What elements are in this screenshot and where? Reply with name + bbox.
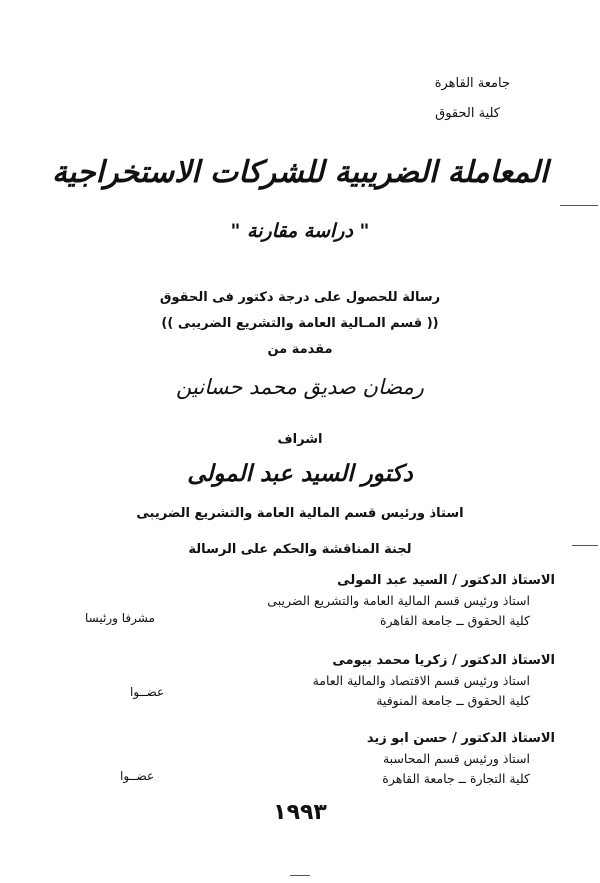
committee-member-position: استاذ ورئيس قسم المالية العامة والتشريع الضريبى (267, 593, 530, 608)
committee-member-position: استاذ ورئيس قسم الاقتصاد والمالية العامة (312, 673, 530, 688)
committee-member-affiliation: كلية التجارة ــ جامعة القاهرة (382, 771, 530, 786)
bottom-scan-mark (290, 875, 310, 876)
thesis-title: المعاملة الضريبية للشركات الاستخراجية (51, 155, 549, 190)
committee-member-affiliation: كلية الحقوق ــ جامعة المنوفية (376, 693, 530, 708)
supervision-label: اشراف (277, 432, 323, 447)
thesis-subtitle: " دراسة مقارنة " (230, 220, 370, 242)
author-name: رمضان صديق محمد حسانين (176, 375, 424, 399)
committee-member-role: مشرفا ورئيسا (85, 611, 155, 625)
committee-member-role: عضــوا (120, 769, 155, 783)
committee-member-name: الاستاذ الدكتور / حسن ابو زيد (366, 731, 555, 746)
supervisor-title: استاذ ورئيس قسم المالية العامة والتشريع الضريبى (136, 506, 464, 521)
department-name: (( قسم المـالية العامة والتشريع الضريبى )) (161, 316, 439, 331)
degree-purpose: رسالة للحصول على درجة دكتور فى الحقوق (159, 290, 441, 305)
faculty-name: كلية الحقوق (435, 106, 500, 121)
committee-member-name: الاستاذ الدكتور / السيد عبد المولى (337, 573, 555, 588)
publication-year: ١٩٩٣ (273, 800, 327, 825)
committee-member-role: عضــوا (130, 685, 165, 699)
margin-scan-mark (560, 205, 598, 206)
supervisor-name: دكتور السيد عبد المولى (187, 460, 413, 487)
committee-heading: لجنة المناقشة والحكم على الرسالة (188, 542, 412, 557)
committee-member-affiliation: كلية الحقوق ــ جامعة القاهرة (379, 613, 530, 628)
submitted-by-label: مقدمة من (267, 342, 333, 357)
university-name: جامعة القاهرة (434, 76, 510, 91)
committee-member-position: استاذ ورئيس قسم المحاسبة (382, 751, 530, 766)
margin-scan-mark (572, 545, 598, 546)
committee-member-name: الاستاذ الدكتور / زكريا محمد بيومى (332, 653, 555, 668)
